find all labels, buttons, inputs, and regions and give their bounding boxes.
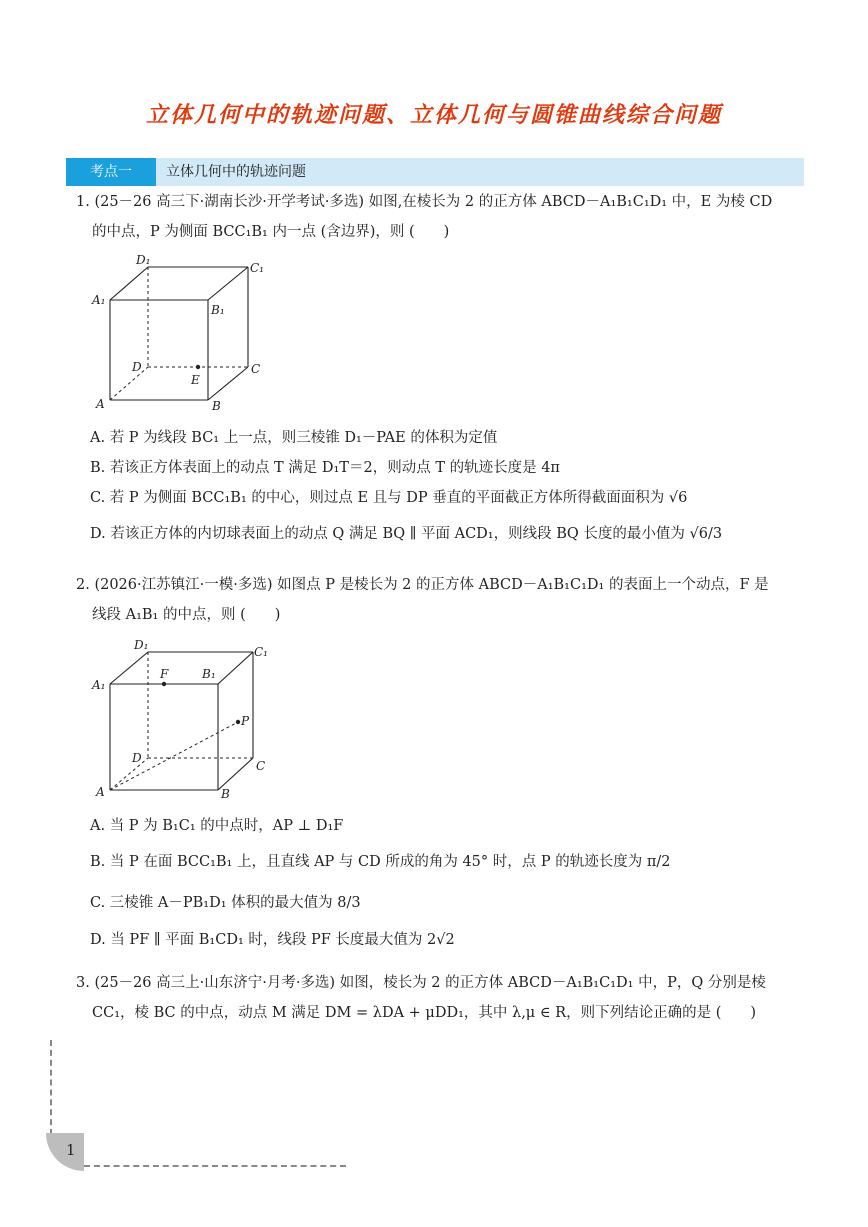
q1-label-c1: C₁ xyxy=(250,261,264,275)
q2-stem-line1: 2. (2026·江苏镇江·一模·多选) 如图点 P 是棱长为 2 的正方体 ABCD－A₁B₁C₁D₁ 的表面上一个动点，F 是 xyxy=(76,577,769,593)
q1-option-c: C. 若 P 为侧面 BCC₁B₁ 的中心，则过点 E 且与 DP 垂直的平面截正方体所得截面面积为 √6 xyxy=(90,490,688,506)
q1-option-d: D. 若该正方体的内切球表面上的动点 Q 满足 BQ ∥ 平面 ACD₁，则线段 BQ 长度的最小值为 √6/3 xyxy=(90,526,723,542)
q2-option-c: C. 三棱锥 A－PB₁D₁ 体积的最大值为 8/3 xyxy=(90,895,361,911)
margin-dashed-line xyxy=(50,1040,52,1135)
q2-option-a: A. 当 P 为 B₁C₁ 的中点时，AP ⊥ D₁F xyxy=(90,818,344,834)
q3-stem-line1: 3. (25－26 高三上·山东济宁·月考·多选) 如图，棱长为 2 的正方体 ABCD－A₁B₁C₁D₁ 中，P，Q 分别是棱 xyxy=(76,975,766,991)
section-header xyxy=(66,158,804,186)
q2-label-b: B xyxy=(221,787,230,801)
section-tag: 考点一 xyxy=(66,158,156,186)
section-title: 立体几何中的轨迹问题 xyxy=(166,164,306,180)
page-number: 1 xyxy=(66,1141,76,1159)
q1-stem-line1: 1. (25－26 高三下·湖南长沙·开学考试·多选) 如图,在棱长为 2 的正方体 ABCD－A₁B₁C₁D₁ 中，E 为棱 CD xyxy=(76,194,773,210)
q1-label-e: E xyxy=(191,373,200,387)
q2-option-b: B. 当 P 在面 BCC₁B₁ 上，且直线 AP 与 CD 所成的角为 45° 时，点 P 的轨迹长度为 π/2 xyxy=(90,854,671,870)
q2-label-c1: C₁ xyxy=(254,645,268,659)
q1-label-b: B xyxy=(212,399,221,413)
q1-stem-line2: 的中点，P 为侧面 BCC₁B₁ 内一点 (含边界)，则 ( ) xyxy=(92,224,450,240)
page-title: 立体几何中的轨迹问题、立体几何与圆锥曲线综合问题 xyxy=(145,103,722,128)
q2-label-b1: B₁ xyxy=(202,667,216,681)
q2-stem-line2: 线段 A₁B₁ 的中点，则 ( ) xyxy=(92,607,281,623)
q1-label-c: C xyxy=(251,362,261,376)
q2-option-d: D. 当 PF ∥ 平面 B₁CD₁ 时，线段 PF 长度最大值为 2√2 xyxy=(90,932,455,948)
q1-label-a1: A₁ xyxy=(92,293,106,307)
q2-label-c: C xyxy=(256,759,266,773)
q2-label-p: P xyxy=(241,714,250,728)
q1-label-d1: D₁ xyxy=(136,253,151,267)
page-number-badge xyxy=(46,1133,84,1171)
q2-cube-figure xyxy=(88,632,278,804)
q2-label-f: F xyxy=(160,667,169,681)
q2-label-d1: D₁ xyxy=(134,638,149,652)
q3-stem-line2: CC₁，棱 BC 的中点，动点 M 满足 DM = λDA + μDD₁，其中 λ,μ ∈ R，则下列结论正确的是 ( ) xyxy=(92,1005,757,1021)
q1-label-d: D xyxy=(132,360,142,374)
q1-label-b1: B₁ xyxy=(211,303,225,317)
footer-dashed-line xyxy=(84,1165,346,1167)
q2-label-a: A xyxy=(96,785,105,799)
q2-label-d: D xyxy=(132,751,142,765)
q1-option-b: B. 若该正方体表面上的动点 T 满足 D₁T＝2，则动点 T 的轨迹长度是 4π xyxy=(90,460,560,476)
q1-cube-figure xyxy=(88,250,278,418)
q1-option-a: A. 若 P 为线段 BC₁ 上一点，则三棱锥 D₁－PAE 的体积为定值 xyxy=(90,430,498,446)
q1-label-a: A xyxy=(96,397,105,411)
q2-label-a1: A₁ xyxy=(92,678,106,692)
